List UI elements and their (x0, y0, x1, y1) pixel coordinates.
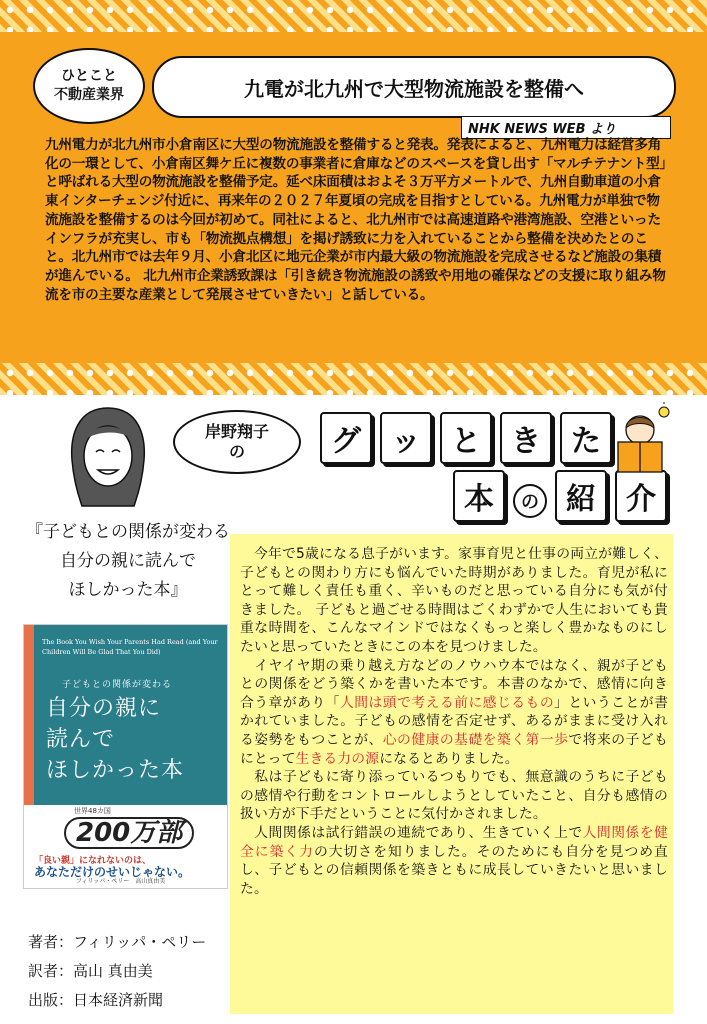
reading-child-illustration (600, 402, 680, 482)
review-paragraph (240, 768, 668, 824)
category-bubble (33, 48, 145, 124)
category-line1: ひとこと (61, 68, 117, 84)
review-highlight: 人間は頭で考える前に感じるもの (339, 694, 555, 711)
review-text-run: 人間関係は試行錯誤の連続であり、生きていく上で (254, 824, 583, 841)
cover-tagline1: 「良い親」になれないのは、 (34, 856, 152, 866)
cover-tagline2: あなただけのせいじゃない。 (34, 865, 191, 879)
review-text (240, 545, 668, 898)
review-text-run: 」ということが書かれていました。子どもの感情を否定せず、あるがままに受け入れる姿勢をもつことが、 (240, 694, 669, 748)
decorative-border-bottom (0, 363, 707, 395)
news-body: 九州電力が北九州市小倉南区に大型の物流施設を整備すると発表。発表によると、九州電力は経営多角化の一環として、小倉南区舞ケ丘に複数の事業者に倉庫などのスペースを貸し出す「マルチテナント型」と呼ばれる大型の物流施設を整備予定。延べ床面積はおよそ３万平方メートルで、九州自動車道の小倉東インターチェンジ付近に、再来年の２０２７年夏頃の完成を目指すとしている。九州電力が単独で物流施設を整備するのは今回が初めて。同社によると、北九州市では高速道路や港湾施設、空港といったインフラが充実し、市も「物流拠点構想」を掲げ誘致に力を入れていることから整備を決めたとのこと。北九州市では去年９月、小倉北区に地元企業が市内最大級の物流施設を完成させるなど施設の集積が進んでいる。 北九州市企業誘致課は「引き続き物流施設の誘致や用地の確保などの支援に取り組み物流を市の主要な産業として発展させていきたい」と話している。 (45, 137, 667, 303)
review-text-run: 私は子どもに寄り添っているつもりでも、無意識のうちに子どもの感情や行動をコントロールしようとしていたこと、自分も感情の扱い方が下手だということに気付かされました。 (240, 769, 668, 823)
news-section (0, 0, 707, 395)
cover-subtitle: 子どもとの関係が変わる (62, 680, 173, 690)
cover-main-line1: 自分の親に (46, 696, 162, 721)
cover-stripe (24, 625, 34, 805)
book-credits (28, 928, 206, 1015)
author-name-bubble (173, 410, 301, 474)
book-title-line1: 『子どもとの関係が変わる (26, 522, 230, 542)
section-title-row1 (320, 412, 612, 464)
title-char: き (500, 412, 552, 464)
author-portrait-illustration (58, 400, 158, 510)
decorative-border-top (0, 0, 707, 32)
review-paragraph (240, 824, 668, 898)
book-author: 著者：フィリッパ・ペリー (28, 933, 207, 951)
cover-author: フィリッパ・ペリー 高山真由美 (76, 878, 166, 885)
title-char: た (560, 412, 612, 464)
book-publisher: 出版：日本経済新聞 (28, 991, 164, 1009)
title-char: 紹 (555, 470, 607, 522)
title-char: と (440, 412, 492, 464)
cover-main-title (46, 693, 184, 786)
review-paragraph (240, 657, 668, 769)
news-source: NHK NEWS WEB より (461, 116, 671, 139)
book-title (18, 518, 238, 605)
review-text-run: の大切さを知りました。そのためにも自分を見つめ直し、子どもとの信頼関係を築きともに成長していきたいと思いました。 (240, 843, 668, 897)
review-text-run: になるとありました。 (379, 750, 519, 767)
title-char: 介 (615, 470, 667, 522)
cover-main-line2: 読んで (46, 727, 116, 752)
category-line2: 不動産業界 (54, 87, 124, 103)
book-translator: 訳者：高山 真由美 (28, 962, 153, 980)
cover-english-title: The Book You Wish Your Parents Had Read (and Your Children Will Be Glad That You Did) (42, 638, 218, 656)
review-highlight: 人間関係を健全に築く力 (240, 824, 668, 860)
book-cover-image (23, 624, 228, 889)
review-text-run: 今年で5歳になる息子がいます。家事育児と仕事の両立が難しく、子どもとの関わり方にも悩んでいた時期がありました。育児が私にとって難しく責任も重く、辛いものだと思っている自分にも気が付きました。 子どもと過ごせる時間はごくわずかで人生においても貴重な時間を、こんなマインドではなくもっと楽しく豊かなものにしたいと思っていたときにこの本を見つけました。 (240, 546, 668, 655)
review-text-run: イヤイヤ期の乗り越え方などのノウハウ本ではなく、親が子どもとの関係をどう築くかを書いた本です。本書のなかで、感情に向き合う章があり「 (240, 657, 668, 711)
review-text-run: で将来の子どもにとって (240, 731, 669, 767)
cover-sales-count: 200万部 (64, 817, 194, 849)
title-char: の (513, 484, 547, 518)
title-char: ッ (380, 412, 432, 464)
book-title-line2: 自分の親に読んで (60, 551, 196, 571)
review-highlight: 生きる力の源 (295, 750, 380, 767)
cover-main-line3: ほしかった本 (46, 758, 185, 783)
author-particle: の (228, 442, 245, 461)
title-char: グ (320, 412, 372, 464)
review-highlight: 心の健康の基礎を築く第一歩 (382, 731, 569, 748)
author-name: 岸野翔子 (204, 422, 269, 441)
cover-sales-label: 世界48カ国 (74, 807, 111, 815)
news-headline: 九電が北九州で大型物流施設を整備へ (152, 56, 676, 118)
review-paragraph (240, 545, 668, 657)
title-char: 本 (453, 470, 505, 522)
book-title-line3: ほしかった本』 (68, 580, 188, 600)
